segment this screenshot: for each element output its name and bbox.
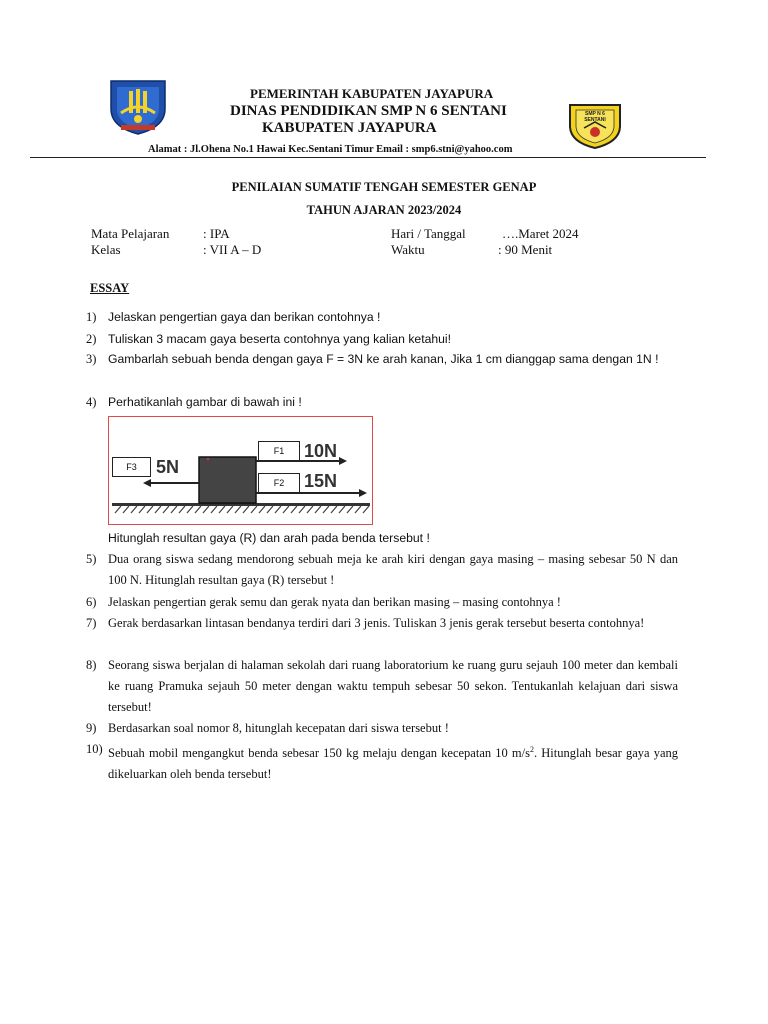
question-text: Berdasarkan soal nomor 8, hitunglah kecepatan dari siswa tersebut ! <box>108 721 449 735</box>
question-text: Jelaskan pengertian gerak semu dan gerak nyata dan berikan masing – masing contohnya ! <box>108 595 561 609</box>
question-text: Seorang siswa berjalan di halaman sekolah dari ruang laboratorium ke ruang guru sejauh 100 meter dan kembali ke ruang Pramuka sejauh 50 meter dengan waktu tempuh sebesar 50 sekon. Tentukanlah kelajuan dari siswa tersebut! <box>108 658 678 714</box>
force-f3-value: 5N <box>156 457 180 477</box>
force-f3-box: F3 <box>112 457 151 477</box>
force-diagram <box>108 416 373 525</box>
class-label: Kelas <box>91 242 121 257</box>
question-number: 5) <box>86 552 97 566</box>
question-number: 1) <box>86 310 97 324</box>
question-number: 2) <box>86 332 97 346</box>
header-regency: KABUPATEN JAYAPURA <box>262 120 437 136</box>
question-text: Gerak berdasarkan lintasan bendanya terdiri dari 3 jenis. Tuliskan 3 jenis gerak tersebut beserta contohnya! <box>108 616 645 630</box>
question-6 <box>86 592 678 613</box>
exam-title: PENILAIAN SUMATIF TENGAH SEMESTER GENAP <box>231 180 537 194</box>
question-text: Perhatikanlah gambar di bawah ini ! <box>108 395 302 409</box>
question-text: Hitunglah resultan gaya (R) dan arah pada benda tersebut ! <box>108 531 430 545</box>
superscript: 2 <box>529 745 534 754</box>
question-4-followup <box>86 528 678 549</box>
section-heading: ESSAY <box>90 281 130 295</box>
date-value: ….Maret 2024 <box>502 226 579 241</box>
question-number: 7) <box>86 616 97 630</box>
question-text-part2: . Hitunglah besar gaya yang dikeluarkan oleh benda tersebut! <box>108 746 678 782</box>
question-5 <box>86 549 678 591</box>
question-8 <box>86 655 678 718</box>
question-number: 4) <box>86 395 97 409</box>
header-divider <box>30 157 706 158</box>
header-address: Alamat : Jl.Ohena No.1 Hawai Kec.Sentani Timur Email : smp6.stni@yahoo.com <box>148 144 513 155</box>
badge-text-1: SMP N 6 <box>585 111 605 117</box>
header-department: DINAS PENDIDIKAN SMP N 6 SENTANI <box>230 103 507 119</box>
question-number: 6) <box>86 595 97 609</box>
question-text: Dua orang siswa sedang mendorong sebuah meja ke arah kiri dengan gaya masing – masing sebesar 50 N dan 100 N. Hitunglah resultan gaya (R) tersebut ! <box>108 552 678 587</box>
question-text <box>108 739 678 785</box>
question-text-part1: Sebuah mobil mengangkut benda sebesar 150 kg melaju dengan kecepatan 10 m/s <box>108 746 530 761</box>
date-label: Hari / Tanggal <box>391 226 466 241</box>
force-f1-value: 10N <box>304 441 338 461</box>
time-value: : 90 Menit <box>498 242 553 257</box>
question-10 <box>86 739 678 785</box>
question-number: 9) <box>86 721 97 735</box>
question-number: 8) <box>86 658 97 672</box>
question-text: Gambarlah sebuah benda dengan gaya F = 3N ke arah kanan, Jika 1 cm dianggap sama dengan 1N ! <box>108 352 659 366</box>
header-government: PEMERINTAH KABUPATEN JAYAPURA <box>250 86 494 101</box>
question-7 <box>86 613 678 634</box>
force-f2-box: F2 <box>258 473 300 493</box>
time-label: Waktu <box>391 242 425 257</box>
subject-label: Mata Pelajaran <box>91 226 170 241</box>
question-1 <box>86 307 678 328</box>
badge-text-2: SENTANI <box>584 117 606 123</box>
question-text: Tuliskan 3 macam gaya beserta contohnya yang kalian ketahui! <box>108 332 452 346</box>
kabupaten-emblem-icon <box>107 79 169 135</box>
force-f2-value: 15N <box>304 471 338 491</box>
question-number: 3) <box>86 352 97 366</box>
question-3 <box>86 349 678 370</box>
exam-year: TAHUN AJARAN 2023/2024 <box>306 203 462 217</box>
question-4 <box>86 392 678 413</box>
question-number: 10) <box>86 742 103 756</box>
question-2 <box>86 329 678 350</box>
force-f1-box: F1 <box>258 441 300 461</box>
subject-value: : IPA <box>203 226 230 241</box>
school-badge-icon <box>566 102 624 150</box>
question-text: Jelaskan pengertian gaya dan berikan contohnya ! <box>108 310 381 324</box>
question-9 <box>86 718 678 739</box>
class-value: : VII A – D <box>203 242 262 257</box>
